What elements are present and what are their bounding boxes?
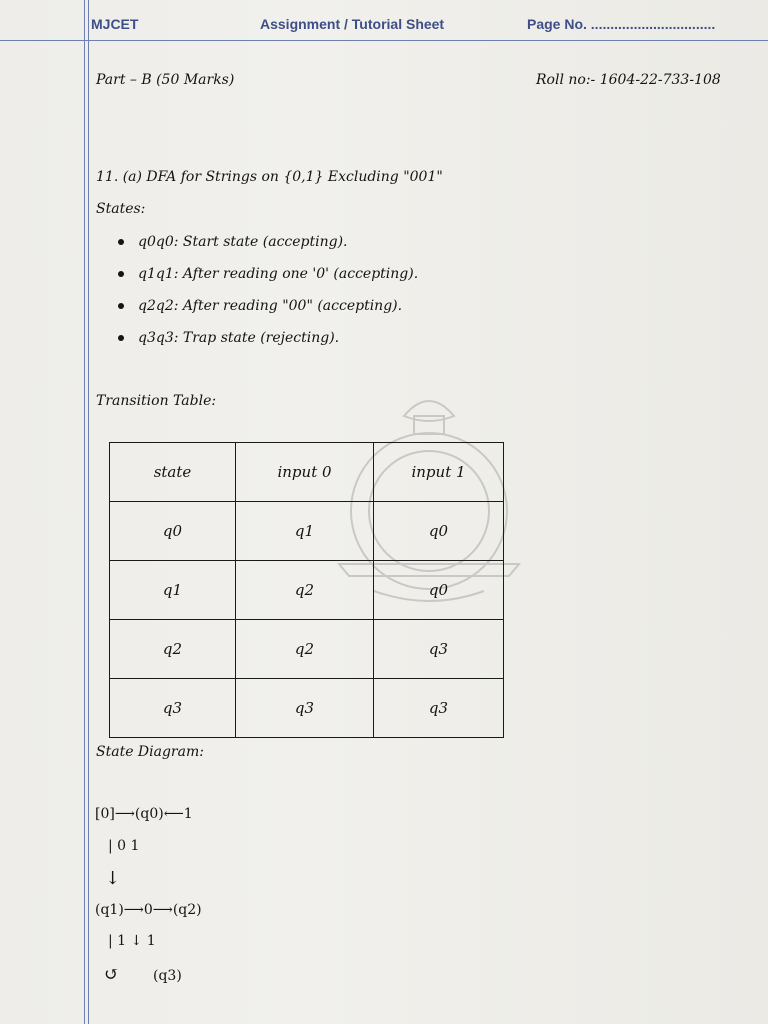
state-diagram-heading: State Diagram: (96, 744, 204, 760)
table-cell: q2 (236, 561, 374, 620)
diagram-line: | 1 ↓ 1 (108, 933, 156, 949)
table-cell: q3 (110, 679, 236, 738)
diagram-line: | 0 1 (108, 838, 140, 854)
diagram-line: (q1)⟶0⟶(q2) (95, 902, 202, 918)
table-row (110, 502, 504, 561)
list-item: q2q2: After reading "00" (accepting). (118, 295, 418, 327)
bullet-icon (118, 239, 124, 245)
diagram-line: [0]⟶(q0)⟵1 (95, 806, 193, 822)
table-cell: q1 (236, 502, 374, 561)
transition-table-heading: Transition Table: (96, 393, 217, 409)
list-item: q3q3: Trap state (rejecting). (118, 327, 418, 359)
bullet-icon (118, 271, 124, 277)
bullet-icon (118, 335, 124, 341)
table-cell: q3 (374, 620, 504, 679)
table-cell: q1 (110, 561, 236, 620)
question-title: 11. (a) DFA for Strings on {0,1} Excluding "001" (96, 169, 443, 185)
institution-name: MJCET (91, 16, 139, 32)
table-cell: q2 (236, 620, 374, 679)
page-number-label: Page No. ................................ (527, 16, 716, 32)
table-header-cell: input 1 (374, 443, 504, 502)
margin-rule (84, 0, 85, 1024)
self-loop-icon: ↺ (104, 964, 120, 985)
diagram-line: (q3) (153, 968, 182, 984)
part-heading: Part – B (50 Marks) (96, 72, 235, 88)
table-header-cell: input 0 (236, 443, 374, 502)
table-row (110, 679, 504, 738)
table-cell: q3 (374, 679, 504, 738)
list-item: q1q1: After reading one '0' (accepting). (118, 263, 418, 295)
table-row (110, 620, 504, 679)
header-rule (0, 40, 768, 41)
roll-number: Roll no:- 1604-22-733-108 (536, 72, 721, 88)
table-cell: q2 (110, 620, 236, 679)
table-cell: q3 (236, 679, 374, 738)
list-item: q0q0: Start state (accepting). (118, 231, 418, 263)
down-arrow-icon: ↓ (105, 868, 121, 889)
table-cell: q0 (110, 502, 236, 561)
margin-rule-inner (88, 0, 89, 1024)
states-heading: States: (96, 201, 146, 217)
table-cell: q0 (374, 502, 504, 561)
table-header-cell: state (110, 443, 236, 502)
table-cell: q0 (374, 561, 504, 620)
sheet-title: Assignment / Tutorial Sheet (260, 16, 445, 32)
table-row (110, 561, 504, 620)
table-header-row (110, 443, 504, 502)
bullet-icon (118, 303, 124, 309)
states-list (118, 231, 418, 359)
transition-table (109, 442, 504, 738)
